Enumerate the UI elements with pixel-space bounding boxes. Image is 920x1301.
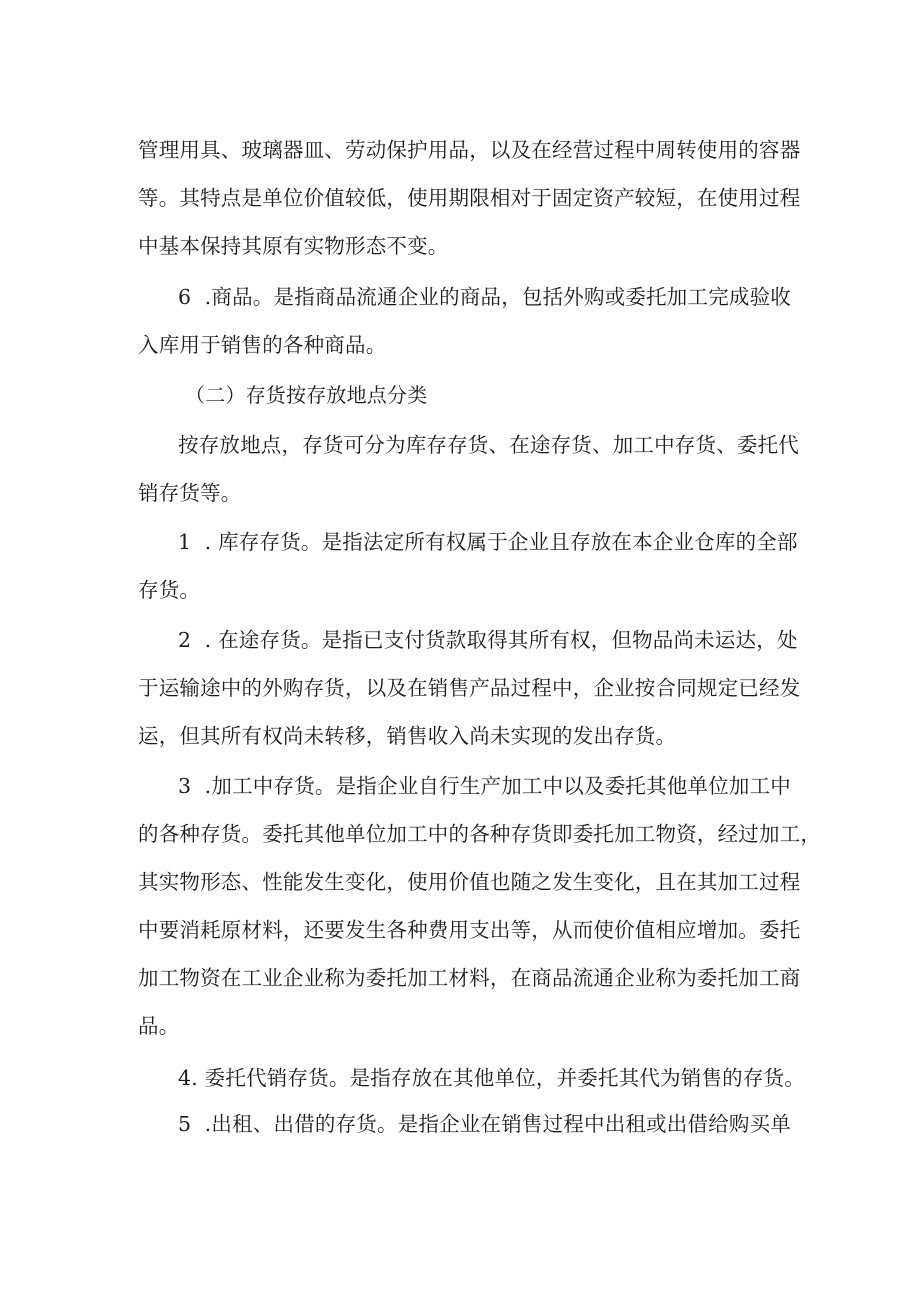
text-line: 1 . 库存存货。是指法定所有权属于企业且存放在本企业仓库的全部 [178, 530, 798, 554]
text-line: 中基本保持其原有实物形态不变。 [138, 234, 449, 258]
text-line: 销存货等。 [138, 481, 242, 505]
text-line: 2 . 在途存货。是指已支付货款取得其所有权，但物品尚未运达，处 [178, 628, 798, 652]
text-line: 4. 委托代销存货。是指存放在其他单位，并委托其代为销售的存货。 [178, 1066, 805, 1090]
text-line: 存货。 [138, 578, 201, 602]
text-line: 的各种存货。委托其他单位加工中的各种存货即委托加工物资，经过加工， [138, 822, 822, 846]
text-line: 6 .商品。是指商品流通企业的商品，包括外购或委托加工完成验收 [178, 285, 791, 309]
text-line: 按存放地点，存货可分为库存存货、在途存货、加工中存货、委托代 [178, 433, 799, 457]
text-line: 品。 [138, 1014, 180, 1038]
text-line: 入库用于销售的各种商品。 [138, 333, 387, 357]
section-heading: （二）存货按存放地点分类 [185, 383, 428, 407]
text-line: 管理用具、玻璃器皿、劳动保护用品，以及在经营过程中周转使用的容器 [138, 138, 801, 162]
text-line: 中要消耗原材料，还要发生各种费用支出等，从而使价值相应增加。委托 [138, 918, 801, 942]
text-line: 于运输途中的外购存货，以及在销售产品过程中，企业按合同规定已经发 [138, 676, 801, 700]
text-line: 等。其特点是单位价值较低，使用期限相对于固定资产较短，在使用过程 [138, 186, 801, 210]
text-line: 加工物资在工业企业称为委托加工材料，在商品流通企业称为委托加工商 [138, 966, 801, 990]
text-line: 5 .出租、出借的存货。是指企业在销售过程中出租或出借给购买单 [178, 1112, 791, 1136]
text-line: 3 .加工中存货。是指企业自行生产加工中以及委托其他单位加工中 [178, 774, 791, 798]
text-line: 其实物形态、性能发生变化，使用价值也随之发生变化，且在其加工过程 [138, 870, 801, 894]
text-line: 运，但其所有权尚未转移，销售收入尚未实现的发出存货。 [138, 724, 677, 748]
